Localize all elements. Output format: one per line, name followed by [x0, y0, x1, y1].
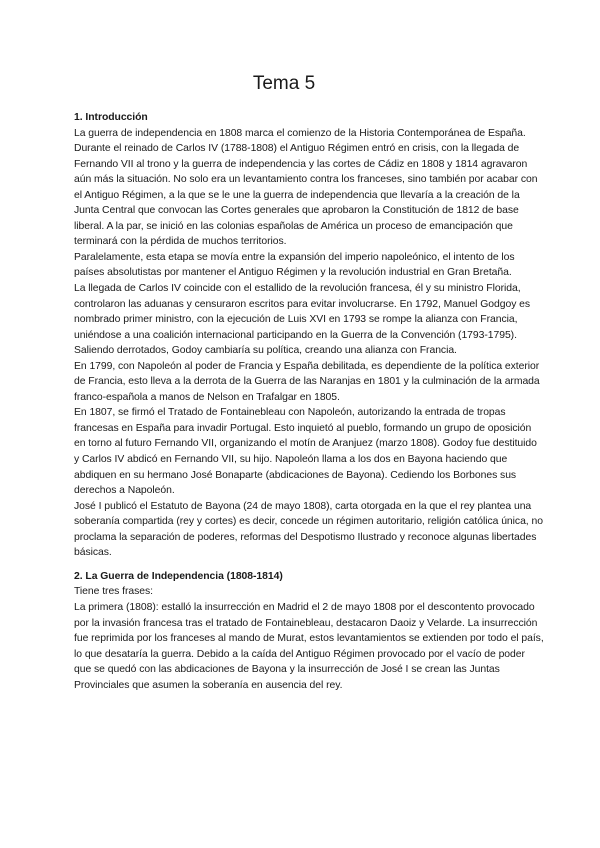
- paragraph: La primera (1808): estalló la insurrección en Madrid el 2 de mayo 1808 por el descontento provocado por la invasión francesa tras el tratado de Fontainebleau, destacaron Daoiz y Velarde. La insurrección fue reprimida por los franceses al mando de Murat, estos levantamientos se extienden por todo el país, lo que desataría la guerra. Debido a la caída del Antiguo Régimen provocado por el vacío de poder que se quedó con las abdicaciones de Bayona y la insurrección de José I se crean las Juntas Provinciales que asumen la soberanía en ausencia del rey.: [74, 601, 544, 691]
- paragraph: La llegada de Carlos IV coincide con el estallido de la revolución francesa, él y su ministro Florida, controlaron las aduanas y censuraron escritos para evitar involucrarse. En 1792, Manuel Godgoy es nombrado primer ministro, con la ejecución de Luis XVI en 1793 se rompe la alianza con Francia, uniéndose a una coalición internacional participando en la Guerra de la Convención (1793-1795). Saliendo derrotados, Godoy cambiaría su política, creando una alianza con Francia.: [74, 283, 531, 357]
- section-introduccion: [74, 110, 544, 561]
- section-guerra-independencia: [74, 569, 544, 693]
- paragraph: Paralelamente, esta etapa se movía entre la expansión del imperio napoleónico, el intento de los países absolutistas por mantener el Antiguo Régimen y la revolución industrial en Gran Bretaña.: [74, 251, 515, 279]
- paragraph: José I publicó el Estatuto de Bayona (24 de mayo 1808), carta otorgada en la que el rey plantea una soberanía compartida (rey y cortes) es decir, concede un régimen autoritario, religión católica única, no proclama la separación de poderes, reformas del Despotismo Ilustrado y reconoce algunas libertades básicas.: [74, 500, 543, 559]
- section-spacer: [74, 561, 544, 569]
- page-title: Tema 5: [252, 73, 316, 94]
- paragraph: Tiene tres frases:: [74, 586, 153, 598]
- document-body: [74, 110, 544, 693]
- paragraph: En 1807, se firmó el Tratado de Fontainebleau con Napoleón, autorizando la entrada de tropas francesas en España para invadir Portugal. Esto inquietó al pueblo, formando un grupo de oposición en torno al futuro Fernando VII, organizando el motín de Aranjuez (marzo 1808). Godoy fue destituido y Carlos IV abdicó en Fernando VII, su hijo. Napoleón llama a los dos en Bayona haciendo que abdiquen en su hermano José Bonaparte (abdicaciones de Bayona). Cediendo los Borbones sus derechos a Napoleón.: [74, 407, 537, 497]
- section-heading: 2. La Guerra de Independencia (1808-1814): [74, 570, 283, 582]
- paragraph: La guerra de independencia en 1808 marca el comienzo de la Historia Contemporánea de España. Durante el reinado de Carlos IV (1788-1808) el Antiguo Régimen entró en crisis, con la llegada de Fernando VII al trono y la guerra de independencia y las cortes de Cádiz en 1808 y 1814 agravaron aún más la situación. No solo era un levantamiento contra los franceses, sino también por acabar con el Antiguo Régimen, a la que se le une la guerra de independencia que llevaría a la creación de la Junta Central que convocan las Cortes generales que aprobaron la Constitución de 1812 de base liberal. A la par, se inició en las colonias españolas de América un proceso de emancipación que terminará con la pérdida de muchos territorios.: [74, 127, 538, 248]
- section-heading: 1. Introducción: [74, 112, 148, 123]
- paragraph: En 1799, con Napoleón al poder de Francia y España debilitada, es dependiente de la política exterior de Francia, esto lleva a la derrota de la Guerra de las Naranjas en 1801 y la culminación de la armada franco-española a manos de Nelson en Trafalgar en 1805.: [74, 360, 540, 403]
